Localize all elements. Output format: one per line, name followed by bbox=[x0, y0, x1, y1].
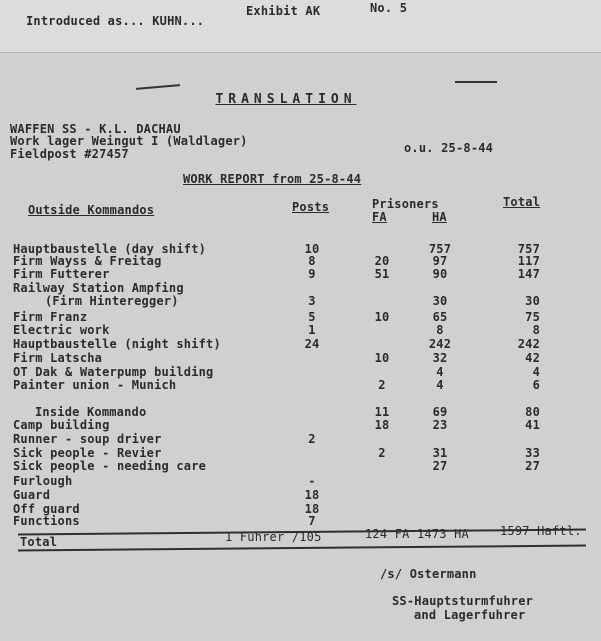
signature-rank: SS-Hauptsturmfuhrer bbox=[392, 594, 534, 608]
org-line-1: WAFFEN SS - K.L. DACHAU bbox=[10, 122, 181, 136]
row-name: Guard bbox=[13, 488, 51, 502]
row-ha: 31 bbox=[432, 446, 448, 460]
row-fa: 10 bbox=[374, 351, 390, 365]
row-ha: 90 bbox=[432, 267, 448, 281]
page-title: TRANSLATION bbox=[215, 92, 357, 107]
total-label: Total bbox=[20, 535, 58, 549]
row-total: 757 bbox=[517, 242, 540, 256]
row-total: 80 bbox=[525, 405, 540, 419]
row-posts: 8 bbox=[308, 254, 316, 268]
total-posts: 1 Fuhrer /105 bbox=[225, 530, 322, 544]
row-name: Firm Wayss & Freitag bbox=[13, 254, 162, 268]
row-name: OT Dak & Waterpump building bbox=[13, 365, 214, 379]
row-ha: 27 bbox=[432, 459, 448, 473]
row-fa: 2 bbox=[378, 446, 386, 460]
row-total: 27 bbox=[525, 459, 540, 473]
row-fa: 2 bbox=[378, 378, 386, 392]
translation-page bbox=[0, 53, 601, 641]
header-fa: FA bbox=[372, 210, 387, 224]
row-ha: 30 bbox=[432, 294, 448, 308]
header-ha: HA bbox=[432, 210, 447, 224]
row-ha: 69 bbox=[432, 405, 448, 419]
row-total: 4 bbox=[532, 365, 540, 379]
row-name: Hauptbaustelle (day shift) bbox=[13, 242, 207, 256]
exhibit-strip bbox=[0, 0, 601, 53]
signature: /s/ Ostermann bbox=[380, 567, 477, 581]
row-name: Furlough bbox=[13, 474, 73, 488]
row-fa: 20 bbox=[374, 254, 390, 268]
row-total: 75 bbox=[525, 310, 540, 324]
row-posts: 5 bbox=[308, 310, 316, 324]
total-grand: 1597 Haftl. bbox=[500, 524, 582, 538]
row-total: 41 bbox=[525, 418, 540, 432]
row-name: Runner - soup driver bbox=[13, 432, 162, 446]
decorative-dash bbox=[455, 81, 497, 83]
row-fa: 18 bbox=[374, 418, 390, 432]
report-date: o.u. 25-8-44 bbox=[404, 141, 494, 155]
row-ha: 4 bbox=[436, 378, 444, 392]
row-posts: 3 bbox=[308, 294, 316, 308]
header-kommandos: Outside Kommandos bbox=[28, 203, 155, 217]
row-fa: 11 bbox=[374, 405, 390, 419]
row-fa: 51 bbox=[374, 267, 390, 281]
row-total: 117 bbox=[517, 254, 540, 268]
row-ha: 97 bbox=[432, 254, 448, 268]
row-ha: 757 bbox=[428, 242, 452, 256]
row-total: 242 bbox=[517, 337, 540, 351]
row-ha: 32 bbox=[432, 351, 448, 365]
org-line-3: Fieldpost #27457 bbox=[10, 147, 129, 161]
row-total: 30 bbox=[525, 294, 540, 308]
row-name: Firm Franz bbox=[13, 310, 88, 324]
row-name: (Firm Hinteregger) bbox=[45, 294, 179, 308]
row-total: 42 bbox=[525, 351, 540, 365]
row-ha: 65 bbox=[432, 310, 448, 324]
row-total: 6 bbox=[532, 378, 540, 392]
row-total: 8 bbox=[532, 323, 540, 337]
header-prisoners: Prisoners bbox=[372, 197, 439, 211]
row-name: Sick people - needing care bbox=[13, 459, 207, 473]
row-name: Railway Station Ampfing bbox=[13, 281, 184, 295]
row-name: Firm Futterer bbox=[13, 267, 110, 281]
row-ha: 8 bbox=[436, 323, 444, 337]
row-posts: 9 bbox=[308, 267, 316, 281]
introduced-label: Introduced as... KUHN... bbox=[26, 14, 205, 28]
decorative-dash bbox=[136, 84, 180, 90]
exhibit-label: Exhibit AK bbox=[246, 4, 321, 18]
row-posts: 18 bbox=[304, 488, 320, 502]
total-prisoners: 124 FA 1473 HA bbox=[365, 527, 469, 541]
header-total: Total bbox=[503, 195, 541, 209]
row-name: Firm Latscha bbox=[13, 351, 103, 365]
row-posts: - bbox=[308, 474, 316, 488]
row-total: 33 bbox=[525, 446, 540, 460]
row-posts: 18 bbox=[304, 502, 320, 516]
exhibit-number: No. 5 bbox=[370, 1, 408, 15]
row-name: Inside Kommando bbox=[35, 405, 147, 419]
row-name: Hauptbaustelle (night shift) bbox=[13, 337, 221, 351]
row-posts: 2 bbox=[308, 432, 316, 446]
row-ha: 23 bbox=[432, 418, 448, 432]
row-name: Electric work bbox=[13, 323, 110, 337]
row-name: Functions bbox=[13, 514, 80, 528]
row-posts: 1 bbox=[308, 323, 316, 337]
row-posts: 7 bbox=[308, 514, 316, 528]
row-posts: 24 bbox=[304, 337, 320, 351]
row-name: Camp building bbox=[13, 418, 110, 432]
row-posts: 10 bbox=[304, 242, 320, 256]
total-rule-bottom bbox=[18, 545, 586, 552]
row-fa: 10 bbox=[374, 310, 390, 324]
row-name: Off guard bbox=[13, 502, 80, 516]
header-posts: Posts bbox=[292, 200, 330, 214]
row-name: Sick people - Revier bbox=[13, 446, 162, 460]
row-ha: 242 bbox=[428, 337, 452, 351]
org-line-2: Work lager Weingut I (Waldlager) bbox=[10, 134, 248, 148]
row-ha: 4 bbox=[436, 365, 444, 379]
row-total: 147 bbox=[517, 267, 540, 281]
row-name: Painter union - Munich bbox=[13, 378, 177, 392]
report-title: WORK REPORT from 25-8-44 bbox=[183, 172, 362, 186]
signature-role: and Lagerfuhrer bbox=[414, 608, 526, 622]
